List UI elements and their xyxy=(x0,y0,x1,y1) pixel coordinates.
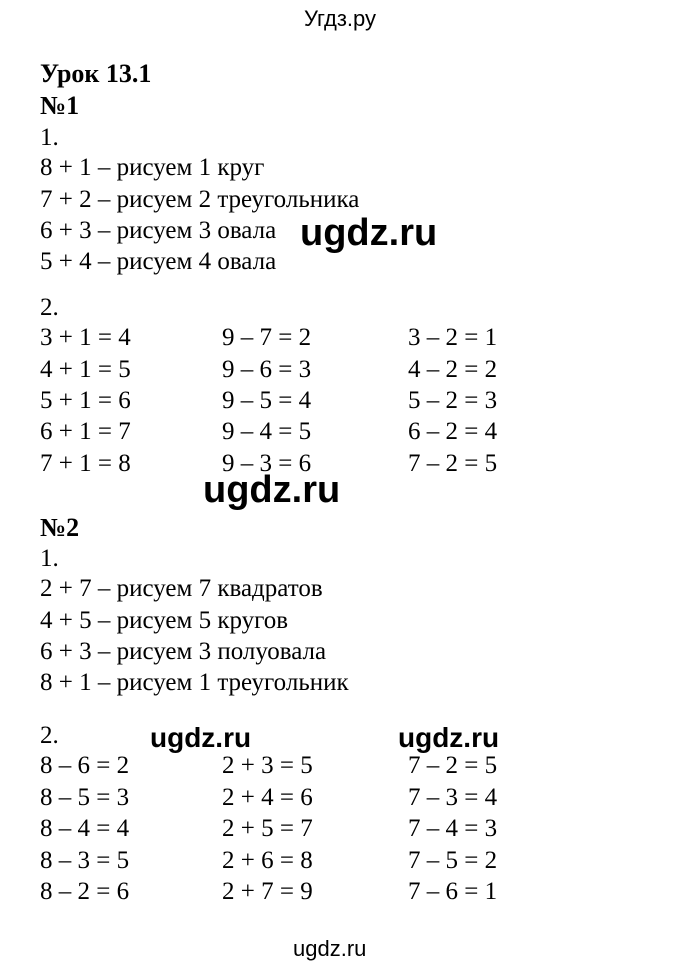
equation: 2 + 6 = 8 xyxy=(222,847,313,874)
task-2-part-1-line: 4 + 5 – рисуем 5 кругов xyxy=(40,607,289,634)
equation: 3 + 1 = 4 xyxy=(40,324,131,351)
equation: 5 + 1 = 6 xyxy=(40,387,131,414)
watermark: ugdz.ru xyxy=(398,722,500,753)
task-1-part-1-line: 8 + 1 – рисуем 1 круг xyxy=(40,154,265,181)
equation: 9 – 7 = 2 xyxy=(222,324,312,351)
task-2-part-1-line: 2 + 7 – рисуем 7 квадратов xyxy=(40,575,323,602)
task-1-part-1-line: 5 + 4 – рисуем 4 овала xyxy=(40,248,277,275)
equation: 2 + 4 = 6 xyxy=(222,784,313,811)
task-1-part-1-line: 6 + 3 – рисуем 3 овала xyxy=(40,217,277,244)
equation: 5 – 2 = 3 xyxy=(408,387,498,414)
equation: 2 + 5 = 7 xyxy=(222,815,313,842)
equation: 8 – 5 = 3 xyxy=(40,784,130,811)
equation: 9 – 3 = 6 xyxy=(222,450,312,477)
equation: 7 – 6 = 1 xyxy=(408,878,498,905)
task-2-number: №2 xyxy=(40,513,80,542)
lesson-title: Урок 13.1 xyxy=(40,59,152,88)
equation: 9 – 4 = 5 xyxy=(222,418,312,445)
equation: 8 – 3 = 5 xyxy=(40,847,130,874)
equation: 7 – 2 = 5 xyxy=(408,752,498,779)
task-1-number: №1 xyxy=(40,91,80,120)
equation: 7 + 1 = 8 xyxy=(40,450,131,477)
watermark: ugdz.ru xyxy=(300,212,438,254)
equation: 8 – 6 = 2 xyxy=(40,752,130,779)
watermark: ugdz.ru xyxy=(203,469,341,511)
equation: 7 – 5 = 2 xyxy=(408,847,498,874)
equation: 7 – 3 = 4 xyxy=(408,784,498,811)
watermark: ugdz.ru xyxy=(293,936,367,961)
equation: 8 – 2 = 6 xyxy=(40,878,130,905)
equation: 3 – 2 = 1 xyxy=(408,324,498,351)
equation: 4 – 2 = 2 xyxy=(408,356,498,383)
task-2-part-1-line: 8 + 1 – рисуем 1 треугольник xyxy=(40,669,349,696)
equation: 9 – 6 = 3 xyxy=(222,356,312,383)
equation: 8 – 4 = 4 xyxy=(40,815,130,842)
equation: 9 – 5 = 4 xyxy=(222,387,312,414)
equation: 6 + 1 = 7 xyxy=(40,418,131,445)
watermark: ugdz.ru xyxy=(150,722,252,753)
equation: 7 – 4 = 3 xyxy=(408,815,498,842)
task-1-part-1-line: 7 + 2 – рисуем 2 треугольника xyxy=(40,186,360,213)
task-2-part-1-line: 6 + 3 – рисуем 3 полуовала xyxy=(40,638,327,665)
equation: 7 – 2 = 5 xyxy=(408,450,498,477)
site-header: Угдз.ру xyxy=(303,6,377,31)
equation: 6 – 2 = 4 xyxy=(408,418,498,445)
task-1-part-1-label: 1. xyxy=(40,124,59,151)
task-1-part-2-label: 2. xyxy=(40,294,59,321)
equation: 2 + 7 = 9 xyxy=(222,878,313,905)
task-2-part-1-label: 1. xyxy=(40,545,59,572)
equation: 2 + 3 = 5 xyxy=(222,752,313,779)
equation: 4 + 1 = 5 xyxy=(40,356,131,383)
task-2-part-2-label: 2. xyxy=(40,722,59,749)
